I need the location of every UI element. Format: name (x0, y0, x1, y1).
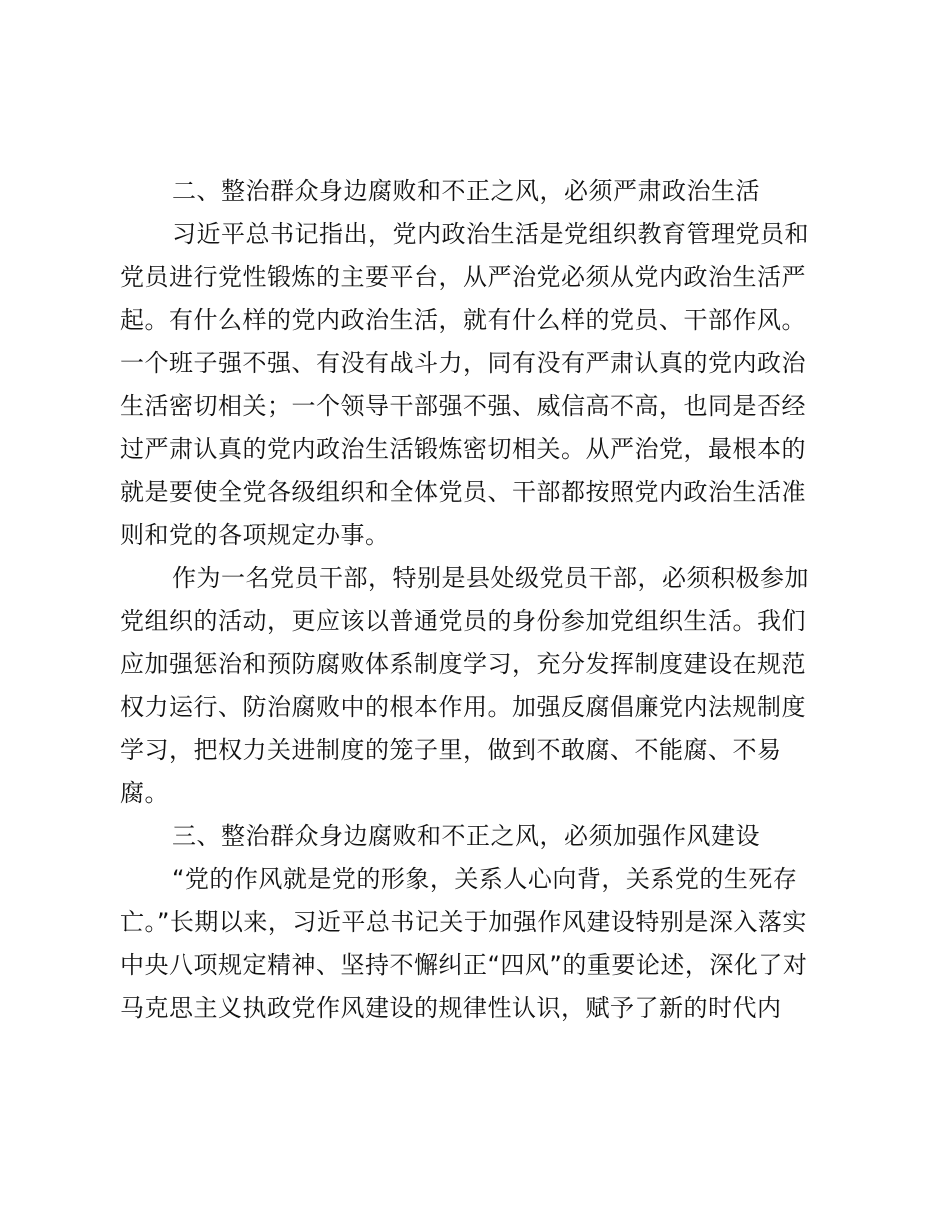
document-body (120, 170, 835, 1030)
text-line: 学习，把权力关进制度的笼子里，做到不敢腐、不能腐、不易 (120, 736, 782, 764)
text-line: 权力运行、防治腐败中的根本作用。加强反腐倡廉党内法规制度 (120, 693, 806, 721)
text-line: 生活密切相关；一个领导干部强不强、威信高不高，也同是否经 (120, 392, 806, 420)
text-line: 腐。 (120, 779, 169, 807)
text-line: 起。有什么样的党内政治生活，就有什么样的党员、干部作风。 (120, 306, 806, 334)
text-line: 则和党的各项规定办事。 (120, 521, 390, 549)
text-line: 习近平总书记指出，党内政治生活是党组织教育管理党员和 (172, 220, 809, 248)
text-line: 就是要使全党各级组织和全体党员、干部都按照党内政治生活准 (120, 478, 806, 506)
text-line: “党的作风就是党的形象，关系人心向背，关系党的生死存 (172, 865, 798, 893)
text-line: 中央八项规定精神、坚持不懈纠正“四风”的重要论述，深化了对 (120, 951, 808, 979)
text-line: 马克思主义执政党作风建设的规律性认识，赋予了新的时代内 (120, 994, 782, 1022)
paragraph-3 (120, 858, 835, 1030)
text-line: 党员进行党性锻炼的主要平台，从严治党必须从党内政治生活严 (120, 263, 806, 291)
paragraph-2 (120, 557, 835, 815)
paragraph-1 (120, 213, 835, 557)
text-line: 一个班子强不强、有没有战斗力，同有没有严肃认真的党内政治 (120, 349, 806, 377)
section-heading-2: 二、整治群众身边腐败和不正之风，必须严肃政治生活 (172, 177, 760, 205)
text-line: 作为一名党员干部，特别是县处级党员干部，必须积极参加 (172, 564, 809, 592)
text-line: 应加强惩治和预防腐败体系制度学习，充分发挥制度建设在规范 (120, 650, 806, 678)
text-line: 亡。”长期以来，习近平总书记关于加强作风建设特别是深入落实 (120, 908, 807, 936)
text-line: 过严肃认真的党内政治生活锻炼密切相关。从严治党，最根本的 (120, 435, 806, 463)
section-heading-3: 三、整治群众身边腐败和不正之风，必须加强作风建设 (172, 822, 760, 850)
text-line: 党组织的活动，更应该以普通党员的身份参加党组织生活。我们 (120, 607, 806, 635)
